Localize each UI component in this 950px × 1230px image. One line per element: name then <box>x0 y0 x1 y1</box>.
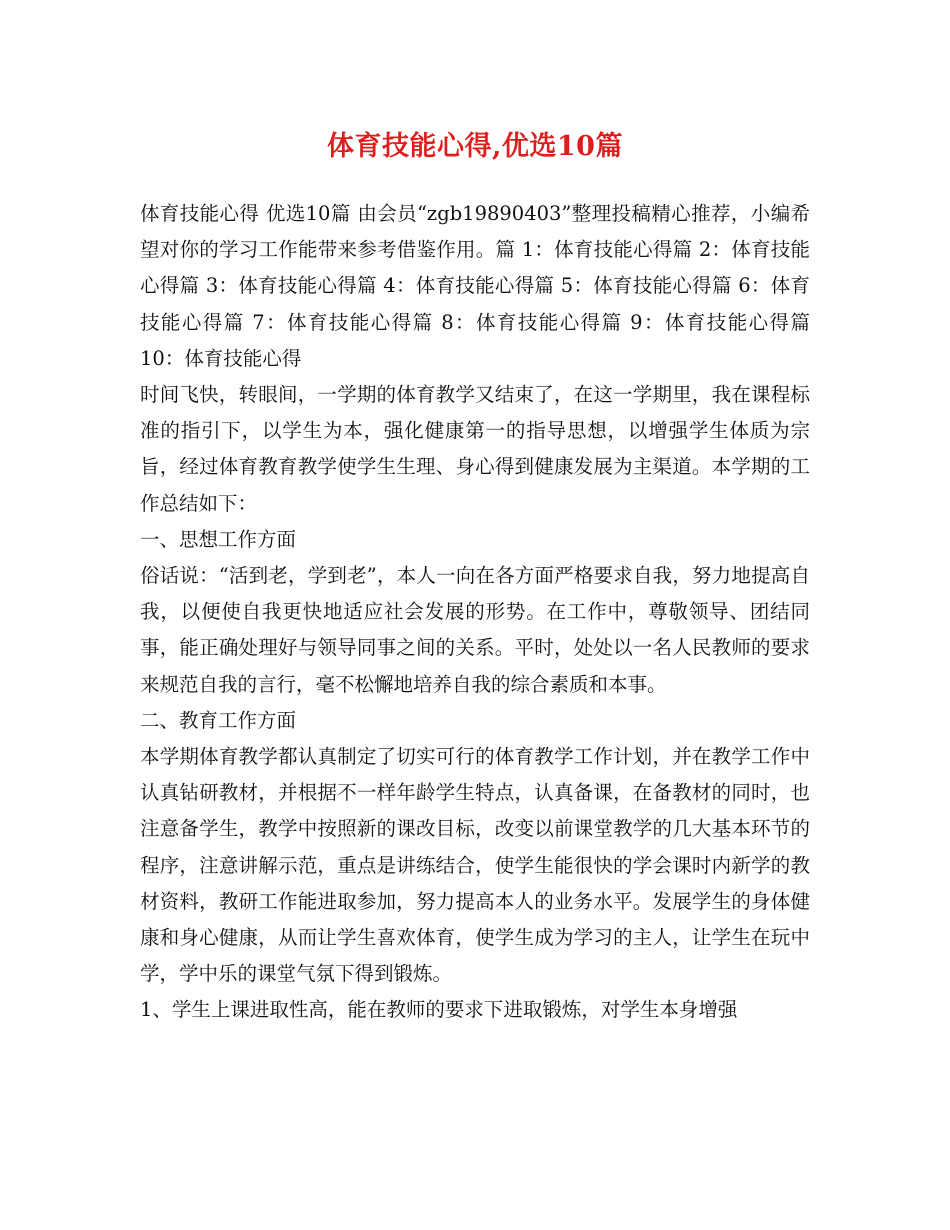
intro-paragraph: 体育技能心得 优选10篇 由会员“zgb19890403”整理投稿精心推荐，小编希望对你的学习工作能带来参考借鉴作用。篇 1：体育技能心得篇 2：体育技能心得篇 3：体育技能心得篇 4：体育技能心得篇 5：体育技能心得篇 6：体育技能心得篇 7：体育技能心得篇 8：体育技能心得篇 9：体育技能心得篇 10：体育技能心得 <box>140 202 810 370</box>
document-body <box>140 196 810 1029</box>
section-heading-ideology: 一、思想工作方面 <box>140 527 297 551</box>
list-item-1: 1、学生上课进取性高，能在教师的要求下进取锻炼，对学生本身增强 <box>140 998 738 1022</box>
education-paragraph: 本学期体育教学都认真制定了切实可行的体育教学工作计划，并在教学工作中认真钻研教材，并根据不一样年龄学生特点，认真备课，在备教材的同时，也注意备学生，教学中按照新的课改目标，改变以前课堂教学的几大基本环节的程序，注意讲解示范，重点是讲练结合，使学生能很快的学会课时内新学的教材资料，教研工作能进取参加，努力提高本人的业务水平。发展学生的身体健康和身心健康，从而让学生喜欢体育，使学生成为学习的主人，让学生在玩中学，学中乐的课堂气氛下得到锻炼。 <box>140 745 810 986</box>
document-title: 体育技能心得,优选10篇 <box>327 131 623 162</box>
section-heading-education: 二、教育工作方面 <box>140 708 297 732</box>
ideology-paragraph: 俗话说：“活到老，学到老”，本人一向在各方面严格要求自我，努力地提高自我，以便使自我更快地适应社会发展的形势。在工作中，尊敬领导、团结同事，能正确处理好与领导同事之间的关系。平时，处处以一名人民教师的要求来规范自我的言行，毫不松懈地培养自我的综合素质和本事。 <box>140 564 810 696</box>
opening-paragraph: 时间飞快，转眼间，一学期的体育教学又结束了，在这一学期里，我在课程标准的指引下，以学生为本，强化健康第一的指导思想，以增强学生体质为宗旨，经过体育教育教学使学生生理、身心得到健康发展为主渠道。本学期的工作总结如下： <box>140 383 810 515</box>
